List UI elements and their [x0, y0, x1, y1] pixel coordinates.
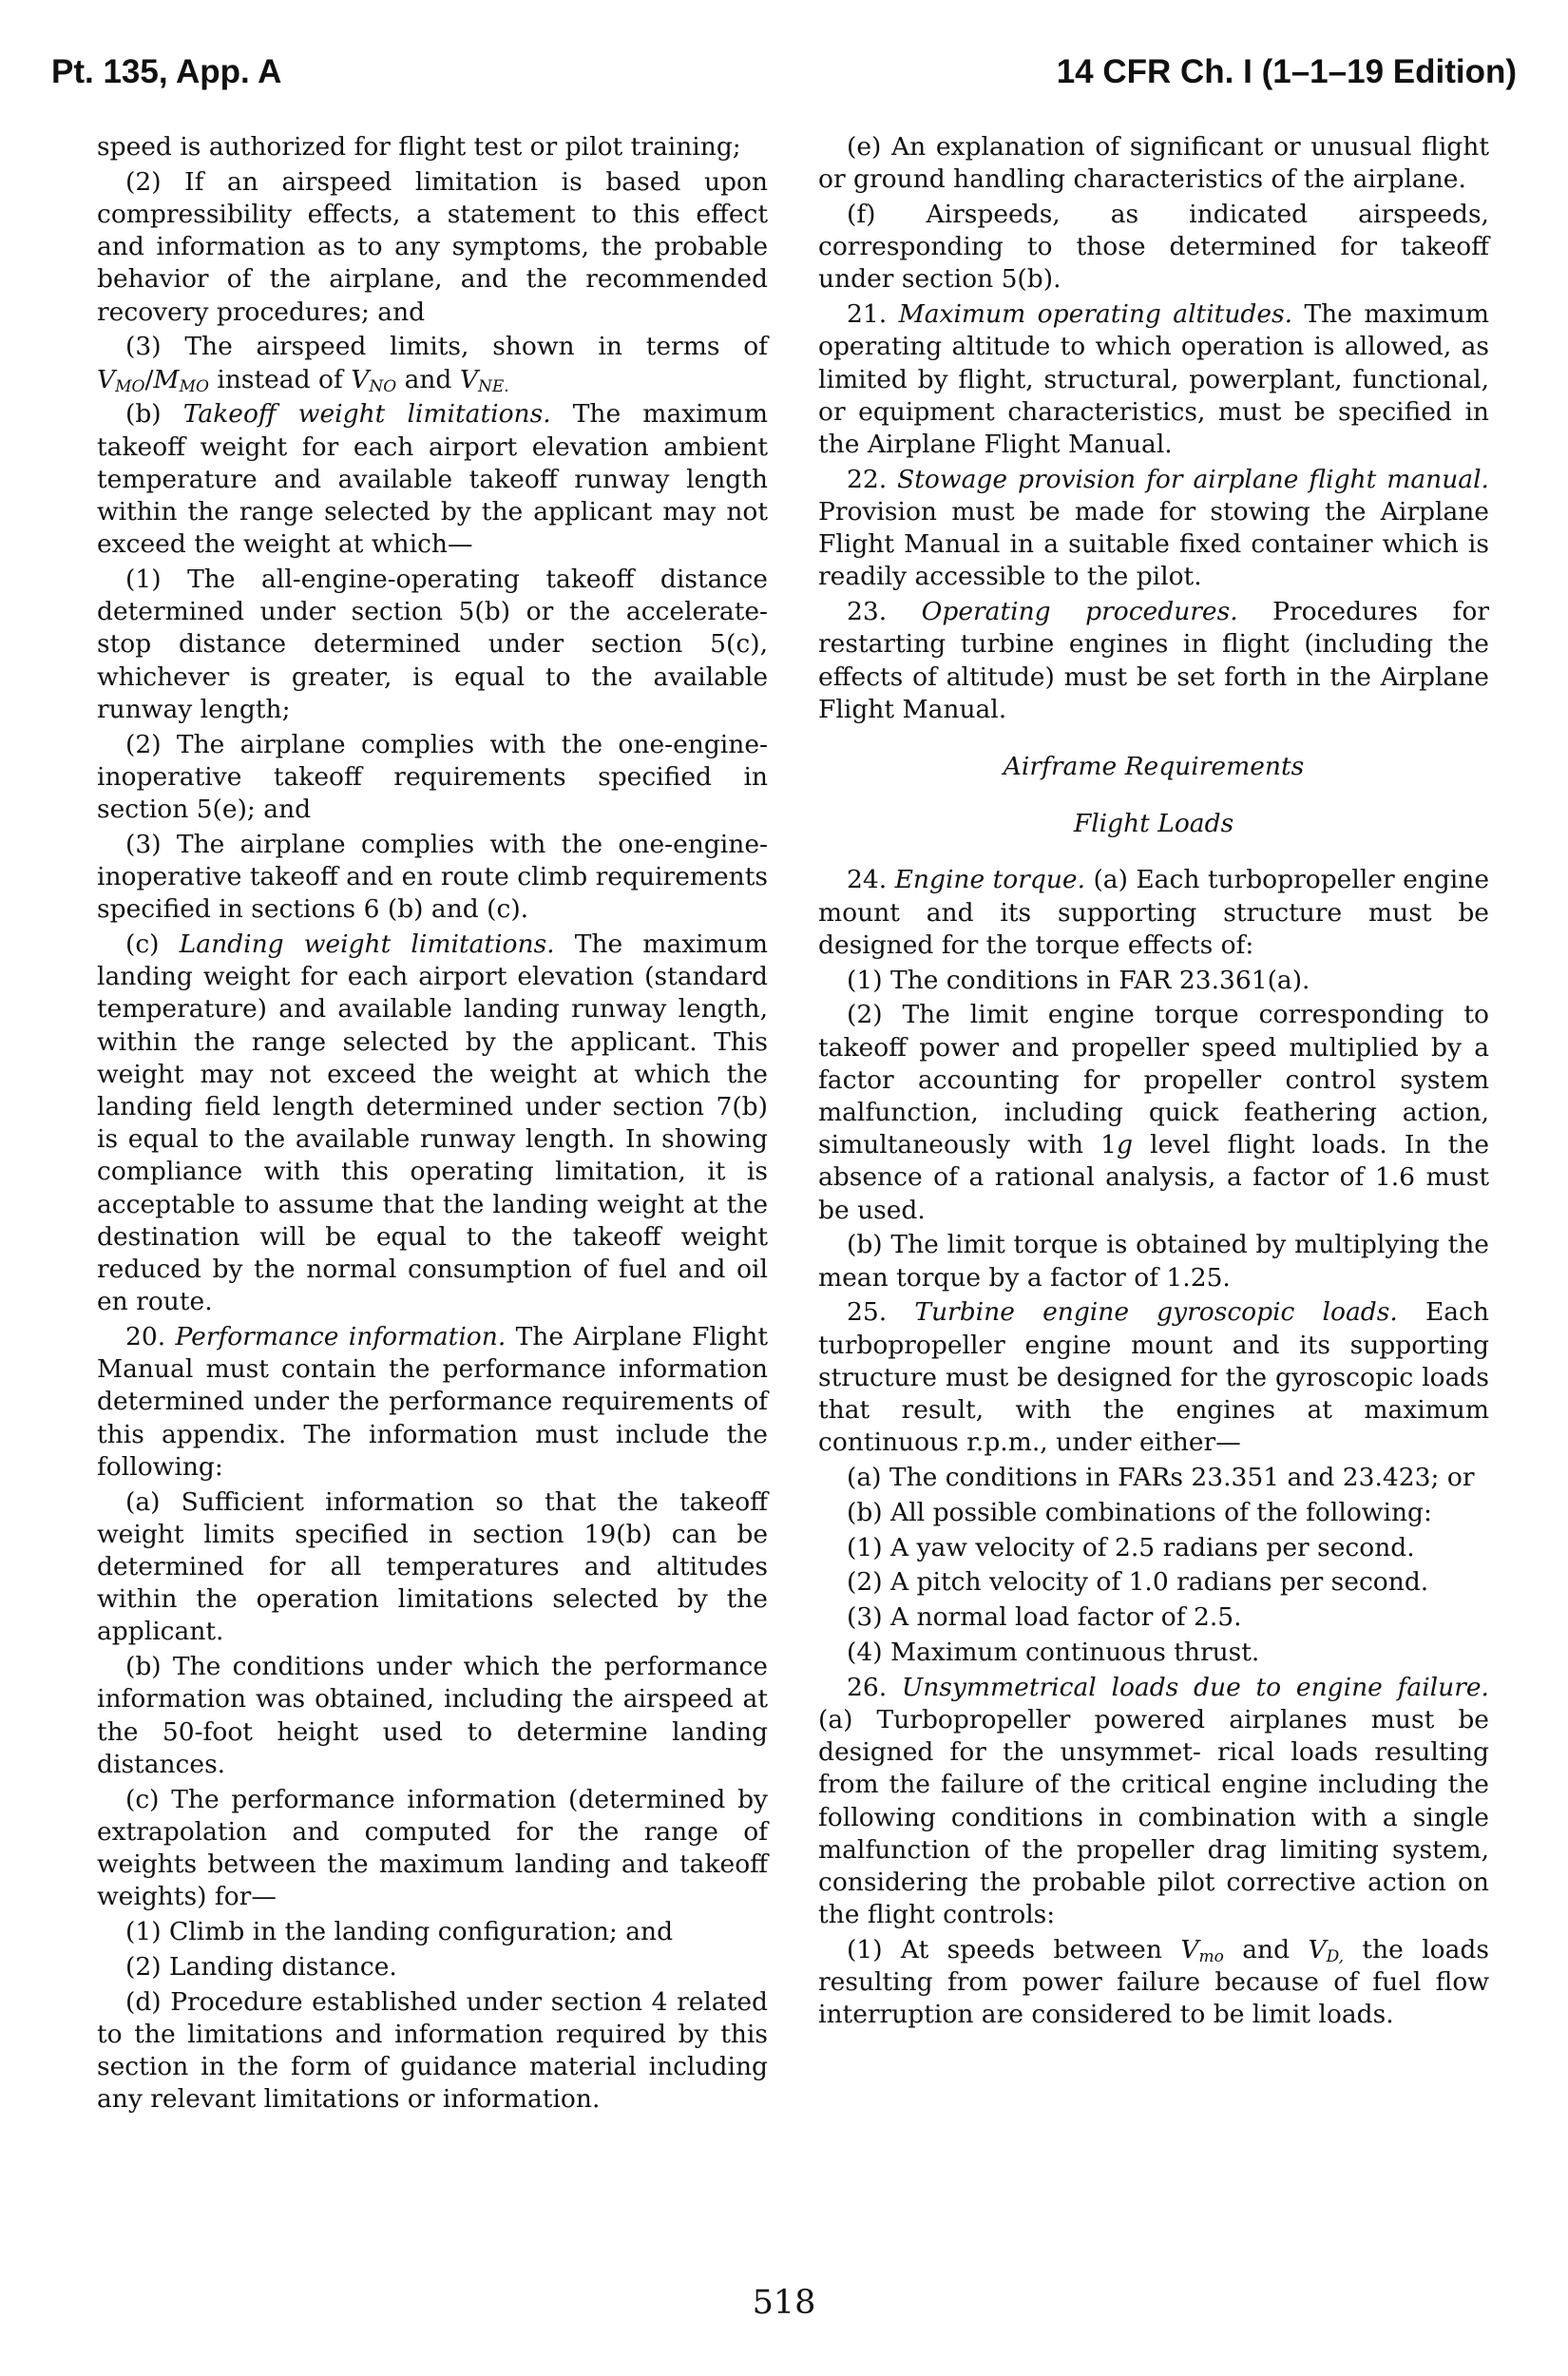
paragraph: (1) The conditions in FAR 23.361(a). [847, 965, 1310, 995]
paragraph: (b) All possible combinations of the following: [847, 1497, 1432, 1527]
paragraph: (f) Airspeeds, as indicated airspeeds, corresponding to those determined for takeoff under section 5(b). [818, 200, 1489, 295]
header-cfr-edition: 14 CFR Ch. I (1–1–19 Edition) [1056, 53, 1517, 90]
paragraph: (c) The performance information (determined by extrapolation and computed for the range of weights between the maximum landing and takeoff weights) for— [97, 1784, 768, 1912]
subsection-heading: Flight Loads [1073, 809, 1234, 839]
section-title: Engine torque. [894, 865, 1086, 895]
right-column [818, 131, 1489, 2034]
paragraph: (3) The airspeed limits, shown in terms of $V_{MO}/M_{MO}$ instead of $V_{NO}$ and $V_{NE.}$ [97, 332, 768, 396]
header-part-appendix: Pt. 135, App. A [51, 53, 282, 90]
paragraph: 20. Performance information. The Airplane Flight Manual must contain the performance information determined under the performance requirements of this appendix. The information must include the following: [97, 1322, 769, 1482]
paragraph: 25. Turbine engine gyroscopic loads. Each turbopropeller engine mount and its supporting structure must be designed for the gyroscopic loads that result, with the engines at maximum continuous r.p.m., under either— [818, 1297, 1489, 1458]
paragraph: (1) Climb in the landing configuration; and [125, 1917, 674, 1947]
paragraph: (2) If an airspeed limitation is based upon compressibility effects, a statement to this effect and information as to any symptoms, the probable behavior of the airplane, and the recommended recovery procedures; and [97, 166, 768, 327]
section-title: Landing weight limitations. [179, 929, 555, 960]
page-number: 518 [752, 2284, 816, 2322]
paragraph: 24. Engine torque. (a) Each turbopropeller engine mount and its supporting structure must be designed for the torque effects of: [818, 865, 1490, 960]
section-title: Takeoff weight limitations. [182, 399, 551, 430]
paragraph: (1) A yaw velocity of 2.5 radians per second. [847, 1532, 1415, 1562]
paragraph: 26. Unsymmetrical loads due to engine failure. (a) Turbopropeller powered airplanes must be designed for the unsymmet- rical loads resulting from the failure of the critical engine including the following conditions in combination with a single malfunction of the propeller drag limiting system, considering the probable pilot corrective action on the flight controls: [818, 1672, 1489, 1930]
paragraph: (4) Maximum continuous thrust. [847, 1638, 1260, 1668]
paragraph: (b) The limit torque is obtained by multiplying the mean torque by a factor of 1.25. [818, 1230, 1489, 1293]
paragraph: speed is authorized for flight test or pilot training; [97, 132, 741, 162]
paragraph: (c) Landing weight limitations. The maximum landing weight for each airport elevation (standard temperature) and available landing runway length, within the range selected by the applicant. This weight may not exceed the weight at which the landing field length determined under section 7(b) is equal to the available runway length. In showing compliance with this operating limitation, it is acceptable to assume that the landing weight at the destination will be equal to the takeoff weight reduced by the normal consumption of fuel and oil en route. [97, 929, 768, 1317]
paragraph: (3) A normal load factor of 2.5. [847, 1602, 1242, 1633]
section-title: Maximum operating altitudes. [898, 299, 1293, 330]
paragraph: (2) A pitch velocity of 1.0 radians per second. [847, 1567, 1429, 1598]
paragraph: (b) Takeoff weight limitations. The maximum takeoff weight for each airport elevation ambient temperature and available takeoff runway length within the range selected by the applicant may not exceed the weight at which— [97, 399, 768, 560]
paragraph: (2) The limit engine torque corresponding to takeoff power and propeller speed multiplied by a factor accounting for propeller control system malfunction, including quick feathering action, simultaneously with 1g level flight loads. In the absence of a rational analysis, a factor of 1.6 must be used. [818, 1000, 1490, 1225]
section-title: Turbine engine gyroscopic loads. [914, 1297, 1398, 1328]
paragraph: 23. Operating procedures. Procedures for restarting turbine engines in flight (including the effects of altitude) must be set forth in the Airplane Flight Manual. [818, 597, 1489, 724]
paragraph: 22. Stowage provision for airplane flight manual. Provision must be made for stowing the Airplane Flight Manual in a suitable fixed container which is readily accessible to the pilot. [818, 464, 1489, 592]
paragraph: (a) The conditions in FARs 23.351 and 23.423; or [847, 1463, 1475, 1493]
paragraph: (e) An explanation of significant or unusual flight or ground handling characteristics of the airplane. [818, 132, 1489, 195]
paragraph: (a) Sufficient information so that the takeoff weight limits specified in section 19(b) can be determined for all temperatures and altitudes within the operation limitations selected by the applicant. [97, 1486, 768, 1647]
left-column [97, 131, 768, 2118]
paragraph: (1) The all-engine-operating takeoff distance determined under section 5(b) or the accelerate-stop distance determined under section 5(c), whichever is greater, is equal to the available runway length; [97, 565, 768, 724]
paragraph: (2) The airplane complies with the one-engine-inoperative takeoff requirements specified in section 5(e); and [97, 729, 768, 825]
paragraph: (1) At speeds between $V_{mo}$ and $V_{D,}$ the loads resulting from power failure because of fuel flow interruption are considered to be limit loads. [818, 1935, 1489, 2030]
running-head [51, 53, 1517, 95]
section-heading: Airframe Requirements [1003, 752, 1305, 782]
section-title: Unsymmetrical loads due to engine failure. [901, 1672, 1489, 1702]
paragraph: (2) Landing distance. [125, 1951, 397, 1982]
section-title: Stowage provision for airplane flight manual. [897, 464, 1489, 494]
paragraph: 21. Maximum operating altitudes. The maximum operating altitude to which operation is allowed, as limited by flight, structural, powerplant, functional, or equipment characteristics, must be specified in the Airplane Flight Manual. [818, 299, 1489, 460]
section-title: Performance information. [175, 1322, 507, 1352]
paragraph: (d) Procedure established under section 4 related to the limitations and information required by this section in the form of guidance material including any relevant limitations or information. [97, 1986, 768, 2115]
paragraph: (b) The conditions under which the performance information was obtained, including the airspeed at the 50-foot height used to determine landing distances. [97, 1652, 768, 1779]
section-title: Operating procedures. [921, 597, 1238, 627]
paragraph: (3) The airplane complies with the one-engine-inoperative takeoff and en route climb requirements specified in sections 6 (b) and (c). [97, 829, 768, 925]
